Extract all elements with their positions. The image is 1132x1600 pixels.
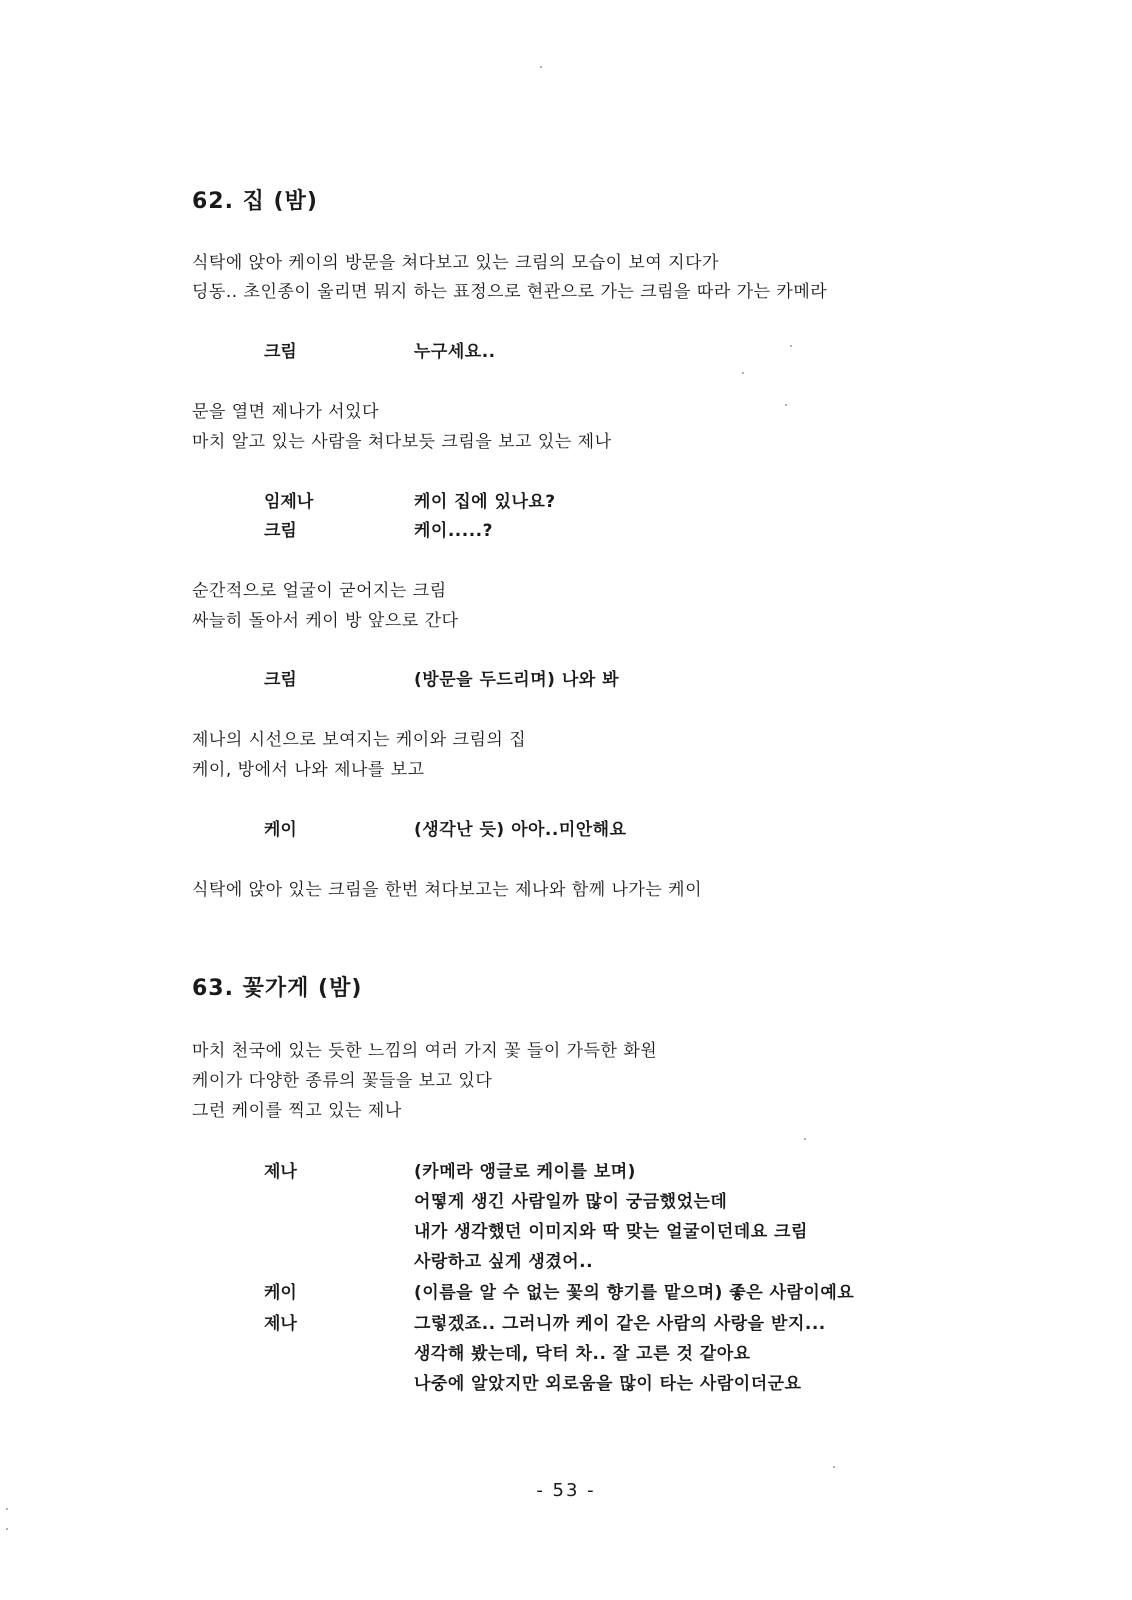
action-line: 케이가 다양한 종류의 꽃들을 보고 있다 — [192, 1071, 493, 1091]
dialogue-speaker: 크림 — [264, 670, 297, 690]
dialogue-line: 그렇겠죠.. 그러니까 케이 같은 사람의 사랑을 받지... — [414, 1314, 826, 1334]
dialogue-speaker: 제나 — [264, 1314, 297, 1334]
action-line: 그런 케이를 찍고 있는 제나 — [192, 1101, 402, 1121]
scene-heading: 63. 꽃가게 (밤) — [192, 976, 363, 1001]
action-line: 딩동.. 초인종이 울리면 뭐지 하는 표정으로 현관으로 가는 크림을 따라 가는 카메라 — [192, 282, 828, 302]
dialogue-line: (생각난 듯) 아아..미안해요 — [414, 820, 627, 840]
dialogue-line: 나중에 알았지만 외로움을 많이 타는 사람이더군요 — [414, 1374, 802, 1394]
dialogue-line: 생각해 봤는데, 닥터 차.. 잘 고른 것 같아요 — [414, 1344, 751, 1364]
dialogue-speaker: 크림 — [264, 342, 297, 362]
action-line: 식탁에 앉아 케이의 방문을 쳐다보고 있는 크림의 모습이 보여 지다가 — [192, 253, 719, 273]
scan-speck — [540, 66, 542, 68]
action-line: 마치 천국에 있는 듯한 느낌의 여러 가지 꽃 들이 가득한 화원 — [192, 1041, 658, 1061]
dialogue-speaker: 임제나 — [264, 492, 314, 512]
dialogue-line: 사랑하고 싶게 생겼어.. — [414, 1252, 594, 1272]
action-line: 순간적으로 얼굴이 굳어지는 크림 — [192, 581, 447, 601]
dialogue-speaker: 케이 — [264, 820, 297, 840]
scan-speck — [790, 345, 792, 347]
action-line: 마치 알고 있는 사람을 쳐다보듯 크림을 보고 있는 제나 — [192, 432, 612, 452]
dialogue-line: 케이 집에 있나요? — [414, 492, 556, 512]
dialogue-line: (카메라 앵글로 케이를 보며) — [414, 1162, 636, 1182]
action-line: 케이, 방에서 나와 제나를 보고 — [192, 760, 425, 780]
scan-speck — [785, 404, 787, 406]
dialogue-line: (방문을 두드리며) 나와 봐 — [414, 670, 620, 690]
dialogue-line: 케이.....? — [414, 521, 493, 541]
action-line: 문을 열면 제나가 서있다 — [192, 402, 379, 422]
page-number: - 53 - — [536, 1480, 596, 1501]
dialogue-speaker: 제나 — [264, 1162, 297, 1182]
action-line: 제나의 시선으로 보여지는 케이와 크림의 집 — [192, 730, 527, 750]
dialogue-line: 누구세요.. — [414, 342, 496, 362]
action-line: 식탁에 앉아 있는 크림을 한번 쳐다보고는 제나와 함께 나가는 케이 — [192, 880, 703, 900]
dialogue-line: 어떻게 생긴 사람일까 많이 궁금했었는데 — [414, 1192, 728, 1212]
dialogue-speaker: 크림 — [264, 521, 297, 541]
action-line: 싸늘히 돌아서 케이 방 앞으로 간다 — [192, 611, 459, 631]
scan-speck — [833, 1466, 835, 1468]
dialogue-line: 내가 생각했던 이미지와 딱 맞는 얼굴이던데요 크림 — [414, 1222, 808, 1242]
scan-speck — [6, 1528, 8, 1530]
scan-speck — [804, 1138, 806, 1140]
dialogue-line: (이름을 알 수 없는 꽃의 향기를 맡으며) 좋은 사람이예요 — [414, 1283, 855, 1303]
scene-heading: 62. 집 (밤) — [192, 189, 318, 214]
scan-speck — [742, 372, 744, 374]
dialogue-speaker: 케이 — [264, 1283, 297, 1303]
scan-speck — [6, 1508, 8, 1510]
